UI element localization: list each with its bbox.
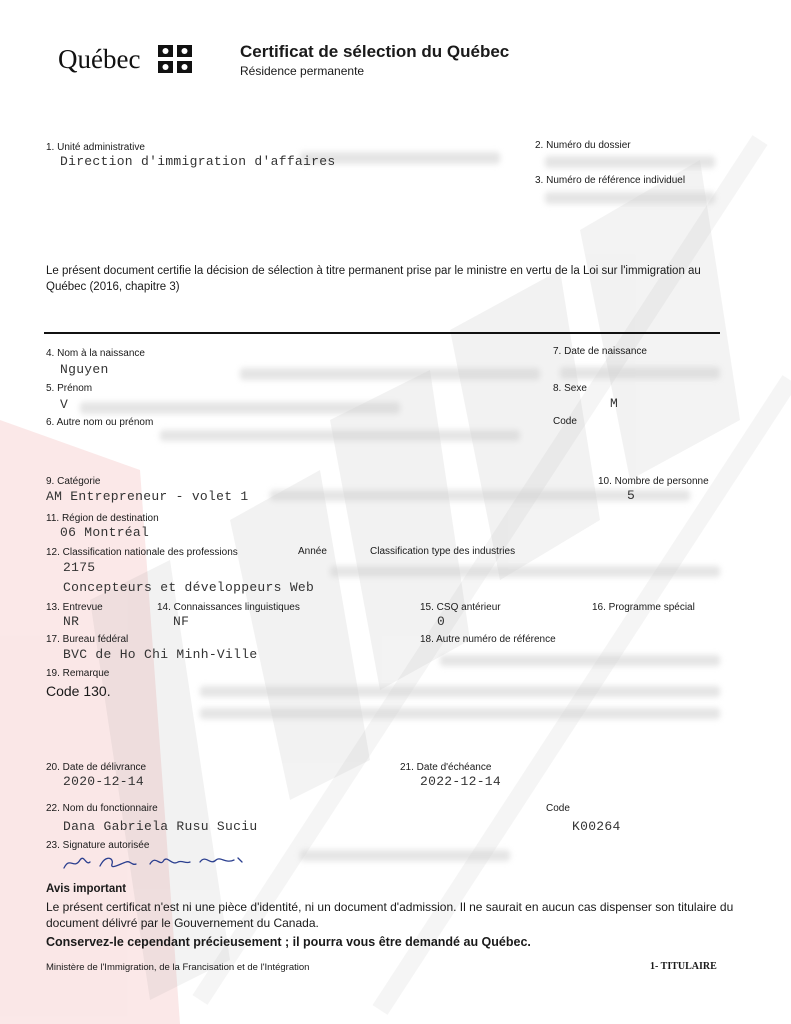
label-region-destination: 11. Région de destination xyxy=(46,513,159,524)
redacted-area xyxy=(200,708,720,719)
value-categorie: AM Entrepreneur - volet 1 xyxy=(46,489,249,504)
value-nombre-personne: 5 xyxy=(627,488,636,503)
label-numero-reference: 3. Numéro de référence individuel xyxy=(535,175,686,186)
label-autre-numero: 18. Autre numéro de référence xyxy=(420,634,556,645)
value-bureau-federal: BVC de Ho Chi Minh-Ville xyxy=(63,647,258,662)
page-title: Certificat de sélection du Québec xyxy=(240,42,510,61)
notice-heading: Avis important xyxy=(46,883,127,895)
value-code-profession: 2175 xyxy=(63,560,96,575)
value-prenom: V xyxy=(60,397,69,412)
fleur-de-lis-flag-icon xyxy=(158,45,192,73)
certification-text: Le présent document certifie la décision de sélection à titre permanent prise par le ministre en vertu de la Loi sur l'immigration au Québec (2016, chapitre 3) xyxy=(46,265,701,293)
value-profession: Concepteurs et développeurs Web xyxy=(63,580,315,595)
label-code-sexe: Code xyxy=(553,416,577,427)
redacted-area xyxy=(80,402,400,414)
value-entrevue: NR xyxy=(63,614,80,629)
value-region-destination: 06 Montréal xyxy=(60,525,150,540)
label-programme-special: 16. Programme spécial xyxy=(592,602,695,613)
label-classification-professions: 12. Classification nationale des professions xyxy=(46,547,238,558)
redacted-area xyxy=(300,850,510,861)
quebec-logo-text: Québec xyxy=(58,44,141,74)
label-sexe: 8. Sexe xyxy=(553,383,587,394)
footer-copy-label: 1- TITULAIRE xyxy=(650,961,717,972)
label-numero-dossier: 2. Numéro du dossier xyxy=(535,140,631,151)
label-date-echeance: 21. Date d'échéance xyxy=(400,762,492,773)
value-nom-fonctionnaire: Dana Gabriela Rusu Suciu xyxy=(63,819,258,834)
handwritten-signature xyxy=(60,848,260,874)
label-annee: Année xyxy=(298,546,327,557)
value-remarque: Code 130. xyxy=(46,683,111,699)
redacted-area xyxy=(200,686,720,697)
label-csq-anterieur: 15. CSQ antérieur xyxy=(420,602,501,613)
value-sexe: M xyxy=(610,396,619,411)
redacted-area xyxy=(545,156,715,168)
label-autre-nom: 6. Autre nom ou prénom xyxy=(46,417,154,428)
redacted-area xyxy=(160,430,520,441)
footer-ministry: Ministère de l'Immigration, de la Francisation et de l'Intégration xyxy=(46,962,310,973)
value-connaissances-linguistiques: NF xyxy=(173,614,190,629)
label-prenom: 5. Prénom xyxy=(46,383,93,394)
label-nom-fonctionnaire: 22. Nom du fonctionnaire xyxy=(46,803,158,814)
label-date-delivrance: 20. Date de délivrance xyxy=(46,762,147,773)
redacted-area xyxy=(545,192,715,204)
page-subtitle: Résidence permanente xyxy=(240,64,365,78)
notice-keep: Conservez-le cependant précieusement ; il pourra vous être demandé au Québec. xyxy=(46,935,531,949)
redacted-area xyxy=(330,566,720,577)
notice-body: Le présent certificat n'est ni une pièce d'identité, ni un document d'admission. Il ne saurait en aucun cas dispenser son titulaire du document délivré par le Gouvernement du Canada. xyxy=(46,900,734,930)
section-divider xyxy=(44,332,720,334)
label-nom-naissance: 4. Nom à la naissance xyxy=(46,348,145,359)
value-date-echeance: 2022-12-14 xyxy=(420,774,502,789)
label-classification-industries: Classification type des industries xyxy=(370,546,516,557)
value-csq-anterieur: 0 xyxy=(437,614,446,629)
label-categorie: 9. Catégorie xyxy=(46,476,101,487)
label-unite-administrative: 1. Unité administrative xyxy=(46,142,145,153)
label-entrevue: 13. Entrevue xyxy=(46,602,103,613)
label-remarque: 19. Remarque xyxy=(46,668,110,679)
label-bureau-federal: 17. Bureau fédéral xyxy=(46,634,129,645)
label-date-naissance: 7. Date de naissance xyxy=(553,346,647,357)
redacted-area xyxy=(560,367,720,379)
label-connaissances-linguistiques: 14. Connaissances linguistiques xyxy=(157,602,300,613)
value-date-delivrance: 2020-12-14 xyxy=(63,774,145,789)
value-unite-administrative: Direction d'immigration d'affaires xyxy=(60,154,336,169)
value-code-fonctionnaire: K00264 xyxy=(572,819,621,834)
label-signature: 23. Signature autorisée xyxy=(46,840,150,851)
value-nom-naissance: Nguyen xyxy=(60,362,109,377)
watermark-red-v-shape xyxy=(0,420,180,1024)
label-code-fonctionnaire: Code xyxy=(546,803,570,814)
label-nombre-personne: 10. Nombre de personne xyxy=(598,476,709,487)
redacted-area xyxy=(440,655,720,666)
redacted-area xyxy=(240,368,540,380)
